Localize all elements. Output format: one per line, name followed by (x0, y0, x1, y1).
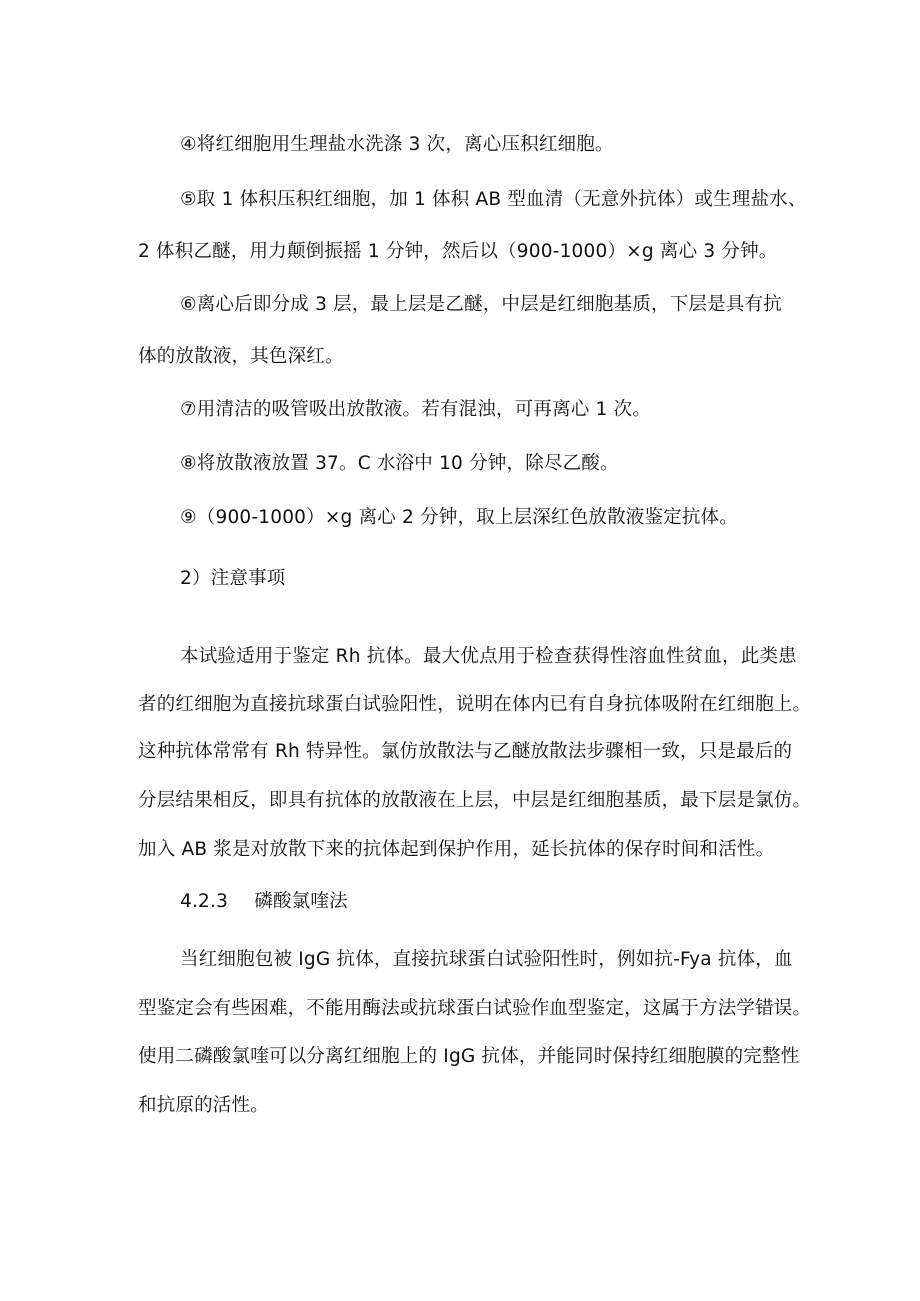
notes-line-5: 加入 AB 浆是对放散下来的抗体起到保护作用，延长抗体的保存时间和活性。 (138, 839, 775, 860)
step-6-line-2: 体的放散液，其色深红。 (138, 346, 344, 367)
step-5-line-2: 2 体积乙醚，用力颠倒振摇 1 分钟，然后以（900-1000）×g 离心 3 分钟。 (138, 241, 778, 262)
step-4-line-1: ④将红细胞用生理盐水洗涤 3 次，离心压积红细胞。 (180, 134, 614, 155)
section-line-3: 使用二磷酸氯喹可以分离红细胞上的 IgG 抗体，并能同时保持红细胞膜的完整性 (138, 1046, 800, 1067)
step-6-line-1: ⑥离心后即分成 3 层，最上层是乙醚，中层是红细胞基质，下层是具有抗 (180, 294, 782, 315)
notes-line-3: 这种抗体常常有 Rh 特异性。氯仿放散法与乙醚放散法步骤相一致，只是最后的 (138, 741, 793, 762)
section-line-2: 型鉴定会有些困难，不能用酶法或抗球蛋白试验作血型鉴定，这属于方法学错误。 (138, 998, 812, 1019)
step-8-line-1: ⑧将放散液放置 37。C 水浴中 10 分钟，除尽乙酸。 (180, 453, 619, 474)
notes-heading: 2）注意事项 (180, 568, 286, 589)
notes-line-1: 本试验适用于鉴定 Rh 抗体。最大优点用于检查获得性溶血性贫血，此类患 (180, 646, 797, 667)
section-title: 磷酸氯喹法 (254, 891, 348, 912)
section-line-1: 当红细胞包被 IgG 抗体，直接抗球蛋白试验阳性时，例如抗-Fya 抗体，血 (180, 949, 793, 970)
step-7-line-1: ⑦用清洁的吸管吸出放散液。若有混浊，可再离心 1 次。 (180, 399, 652, 420)
notes-line-2: 者的红细胞为直接抗球蛋白试验阳性，说明在体内已有自身抗体吸附在红细胞上。 (138, 694, 812, 715)
step-9-line-1: ⑨（900-1000）×g 离心 2 分钟，取上层深红色放散液鉴定抗体。 (180, 507, 739, 528)
step-5-line-1: ⑤取 1 体积压积红细胞，加 1 体积 AB 型血清（无意外抗体）或生理盐水、 (180, 189, 807, 210)
section-heading (180, 890, 830, 914)
section-line-4: 和抗原的活性。 (138, 1095, 269, 1116)
section-number: 4.2.3 (180, 891, 229, 912)
notes-line-4: 分层结果相反，即具有抗体的放散液在上层，中层是红细胞基质，最下层是氯仿。 (138, 790, 812, 811)
